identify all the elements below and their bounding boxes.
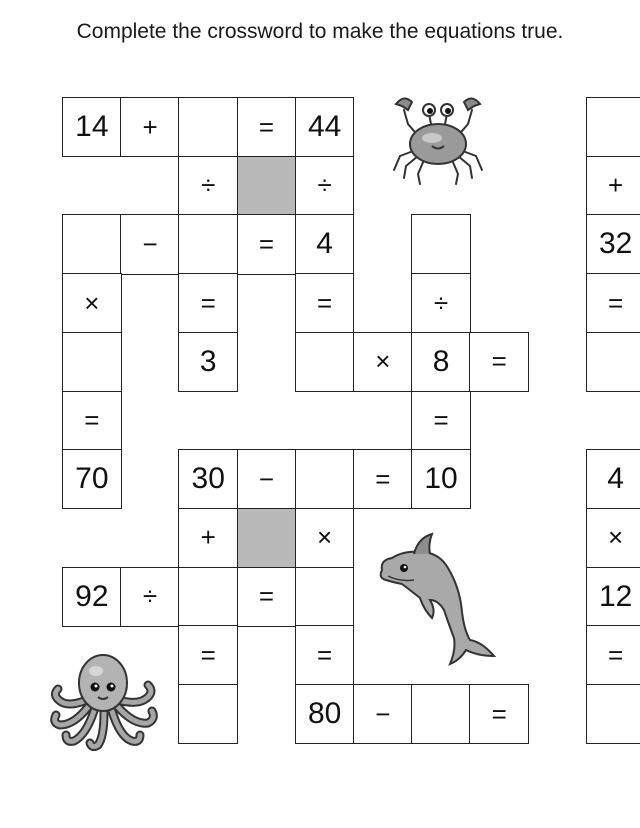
number-cell: 32 — [586, 214, 640, 274]
operator-cell: = — [586, 625, 640, 685]
number-cell: 80 — [295, 684, 355, 744]
blank-answer-cell[interactable] — [62, 332, 122, 392]
number-cell: 4 — [586, 449, 640, 509]
operator-cell: ÷ — [295, 156, 355, 216]
number-cell: 10 — [411, 449, 471, 509]
number-cell: 14 — [62, 97, 122, 157]
number-cell: 92 — [62, 567, 122, 627]
blank-answer-cell[interactable] — [586, 332, 640, 392]
operator-cell: × — [295, 508, 355, 568]
blank-answer-cell[interactable] — [62, 214, 122, 274]
page-title: Complete the crossword to make the equations true. — [76, 20, 564, 43]
operator-cell: − — [353, 684, 413, 744]
operator-cell: = — [469, 684, 529, 744]
blank-answer-cell[interactable] — [586, 684, 640, 744]
operator-cell: = — [295, 273, 355, 333]
blank-answer-cell[interactable] — [178, 684, 238, 744]
operator-cell: ÷ — [178, 156, 238, 216]
number-cell: 3 — [178, 332, 238, 392]
blank-answer-cell[interactable] — [586, 97, 640, 157]
number-cell: 4 — [295, 214, 355, 274]
operator-cell: = — [62, 391, 122, 451]
operator-cell: + — [178, 508, 238, 568]
operator-cell: − — [120, 214, 180, 274]
operator-cell: = — [237, 97, 297, 157]
number-cell: 12 — [586, 567, 640, 627]
number-cell: 70 — [62, 449, 122, 509]
blank-answer-cell[interactable] — [295, 567, 355, 627]
blank-answer-cell[interactable] — [295, 449, 355, 509]
operator-cell: = — [469, 332, 529, 392]
operator-cell: = — [586, 273, 640, 333]
operator-cell: = — [237, 214, 297, 274]
operator-cell: + — [586, 156, 640, 216]
operator-cell: × — [586, 508, 640, 568]
blank-answer-cell[interactable] — [411, 684, 471, 744]
octopus-icon — [48, 645, 162, 753]
dolphin-icon — [374, 530, 500, 666]
blank-answer-cell[interactable] — [295, 332, 355, 392]
operator-cell: × — [353, 332, 413, 392]
blank-answer-cell[interactable] — [411, 214, 471, 274]
operator-cell: × — [62, 273, 122, 333]
number-cell: 30 — [178, 449, 238, 509]
operator-cell: ÷ — [411, 273, 471, 333]
operator-cell: = — [237, 567, 297, 627]
shaded-cell — [237, 508, 297, 568]
operator-cell: = — [295, 625, 355, 685]
operator-cell: + — [120, 97, 180, 157]
operator-cell: = — [411, 391, 471, 451]
number-cell: 44 — [295, 97, 355, 157]
operator-cell: = — [178, 273, 238, 333]
blank-answer-cell[interactable] — [178, 567, 238, 627]
crab-icon — [386, 94, 490, 186]
operator-cell: − — [237, 449, 297, 509]
blank-answer-cell[interactable] — [178, 97, 238, 157]
operator-cell: = — [178, 625, 238, 685]
number-cell: 8 — [411, 332, 471, 392]
shaded-cell — [237, 156, 297, 216]
operator-cell: ÷ — [120, 567, 180, 627]
blank-answer-cell[interactable] — [178, 214, 238, 274]
operator-cell: = — [353, 449, 413, 509]
